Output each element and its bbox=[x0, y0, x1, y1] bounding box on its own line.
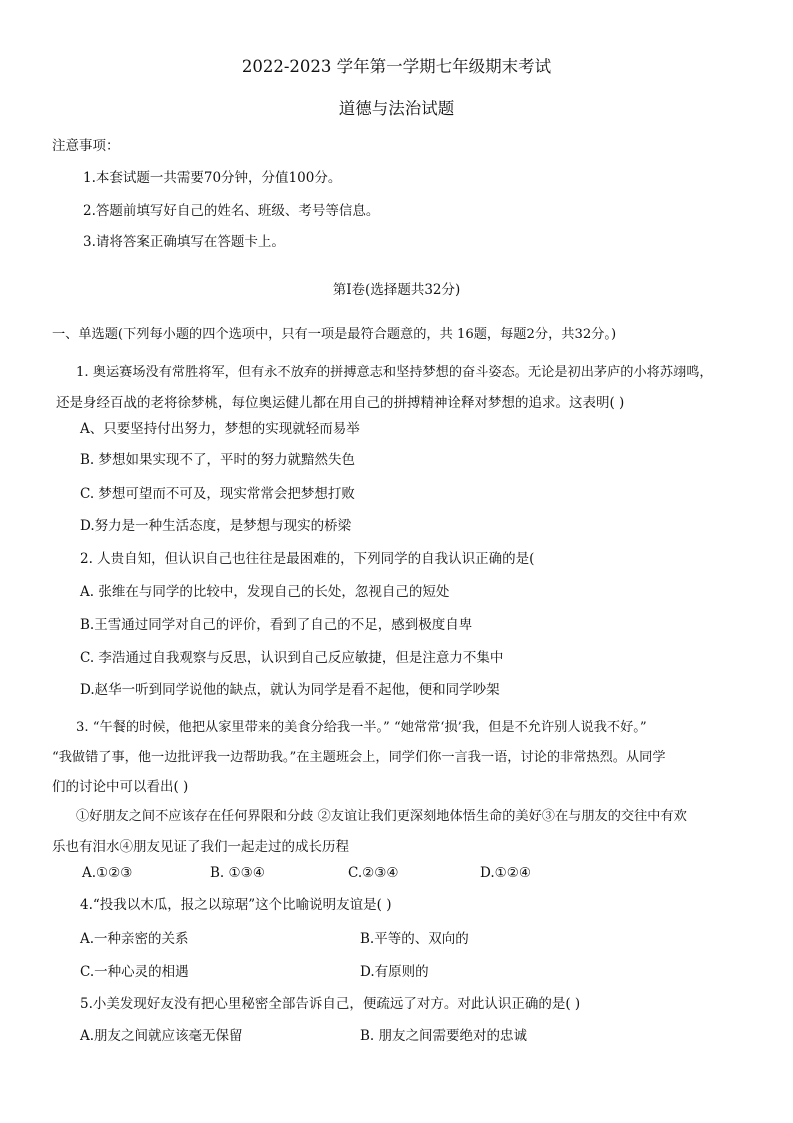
question-stem: 4.“投我以木瓜，报之以琼琚”这个比喻说明友谊是( ) bbox=[80, 897, 392, 913]
answer-option: D.赵华一听到同学说他的缺点，就认为同学是看不起他，便和同学吵架 bbox=[80, 682, 500, 698]
part-title: 第Ⅰ卷(选择题共32分) bbox=[332, 282, 461, 298]
notice-item: 2.答题前填写好自己的姓名、班级、考号等信息。 bbox=[83, 203, 380, 219]
exam-title: 2022-2023 学年第一学期七年级期末考试 bbox=[241, 57, 552, 76]
notice-item: 1.本套试题一共需要70分钟，分值100分。 bbox=[83, 170, 342, 186]
answer-option: C.一种心灵的相遇 bbox=[80, 964, 189, 980]
question-statement: ①好朋友之间不应该存在任何界限和分歧 ②友谊让我们更深刻地体悟生命的美好③在与朋友的交往中有欢 bbox=[76, 809, 687, 824]
section-heading: 一、单选题(下列每小题的四个选项中，只有一项是最符合题意的，共 16题，每题2分，共32分。) bbox=[52, 327, 617, 342]
answer-option: A.朋友之间就应该毫无保留 bbox=[80, 1028, 243, 1044]
answer-option: C.②③④ bbox=[348, 865, 399, 881]
question-stem: 还是身经百战的老将徐梦桃，每位奥运健儿都在用自己的拼搏精神诠释对梦想的追求。这表明( ) bbox=[56, 395, 625, 411]
answer-option: D.努力是一种生活态度，是梦想与现实的桥梁 bbox=[80, 518, 352, 534]
question-stem: 5.小美发现好友没有把心里秘密全部告诉自己，便疏远了对方。对此认识正确的是( ) bbox=[80, 996, 581, 1012]
answer-option: B. ①③④ bbox=[210, 865, 265, 881]
answer-option: C. 梦想可望而不可及，现实常常会把梦想打败 bbox=[80, 486, 355, 502]
question-stem: “我做错了事，他一边批评我一边帮助我。”在主题班会上，同学们你一言我一语，讨论的非常热烈。从同学 bbox=[52, 750, 666, 765]
answer-option: C. 李浩通过自我观察与反思，认识到自己反应敏捷，但是注意力不集中 bbox=[80, 650, 504, 666]
answer-option: A.一种亲密的关系 bbox=[80, 931, 189, 947]
exam-subtitle: 道德与法治试题 bbox=[338, 99, 455, 118]
answer-option: D.有原则的 bbox=[360, 964, 429, 980]
question-stem: 们的讨论中可以看出( ) bbox=[52, 779, 189, 795]
question-stem: 3. “午餐的时候，他把从家里带来的美食分给我一半。” “她常常‘损’我，但是不允许别人说我不好。” bbox=[76, 720, 647, 735]
answer-option: B.平等的、双向的 bbox=[360, 931, 469, 947]
answer-option: A.①②③ bbox=[82, 865, 133, 881]
notice-heading: 注意事项： bbox=[52, 138, 120, 154]
question-statement: 乐也有泪水④朋友见证了我们一起走过的成长历程 bbox=[52, 839, 349, 855]
answer-option: A、只要坚持付出努力，梦想的实现就轻而易举 bbox=[80, 421, 360, 437]
question-stem: 1. 奥运赛场没有常胜将军，但有永不放弃的拼搏意志和坚持梦想的奋斗姿态。无论是初出茅庐的小将苏翊鸣， bbox=[76, 365, 713, 380]
answer-option: B. 朋友之间需要绝对的忠诚 bbox=[360, 1028, 528, 1044]
notice-item: 3.请将答案正确填写在答题卡上。 bbox=[83, 234, 285, 250]
question-stem: 2. 人贵自知，但认识自己也往往是最困难的，下列同学的自我认识正确的是( bbox=[80, 551, 535, 567]
answer-option: B.王雪通过同学对自己的评价，看到了自己的不足，感到极度自卑 bbox=[80, 617, 473, 633]
answer-option: A. 张维在与同学的比较中，发现自己的长处，忽视自己的短处 bbox=[80, 584, 450, 600]
answer-option: D.①②④ bbox=[480, 865, 531, 881]
answer-option: B. 梦想如果实现不了，平时的努力就黯然失色 bbox=[80, 452, 356, 468]
